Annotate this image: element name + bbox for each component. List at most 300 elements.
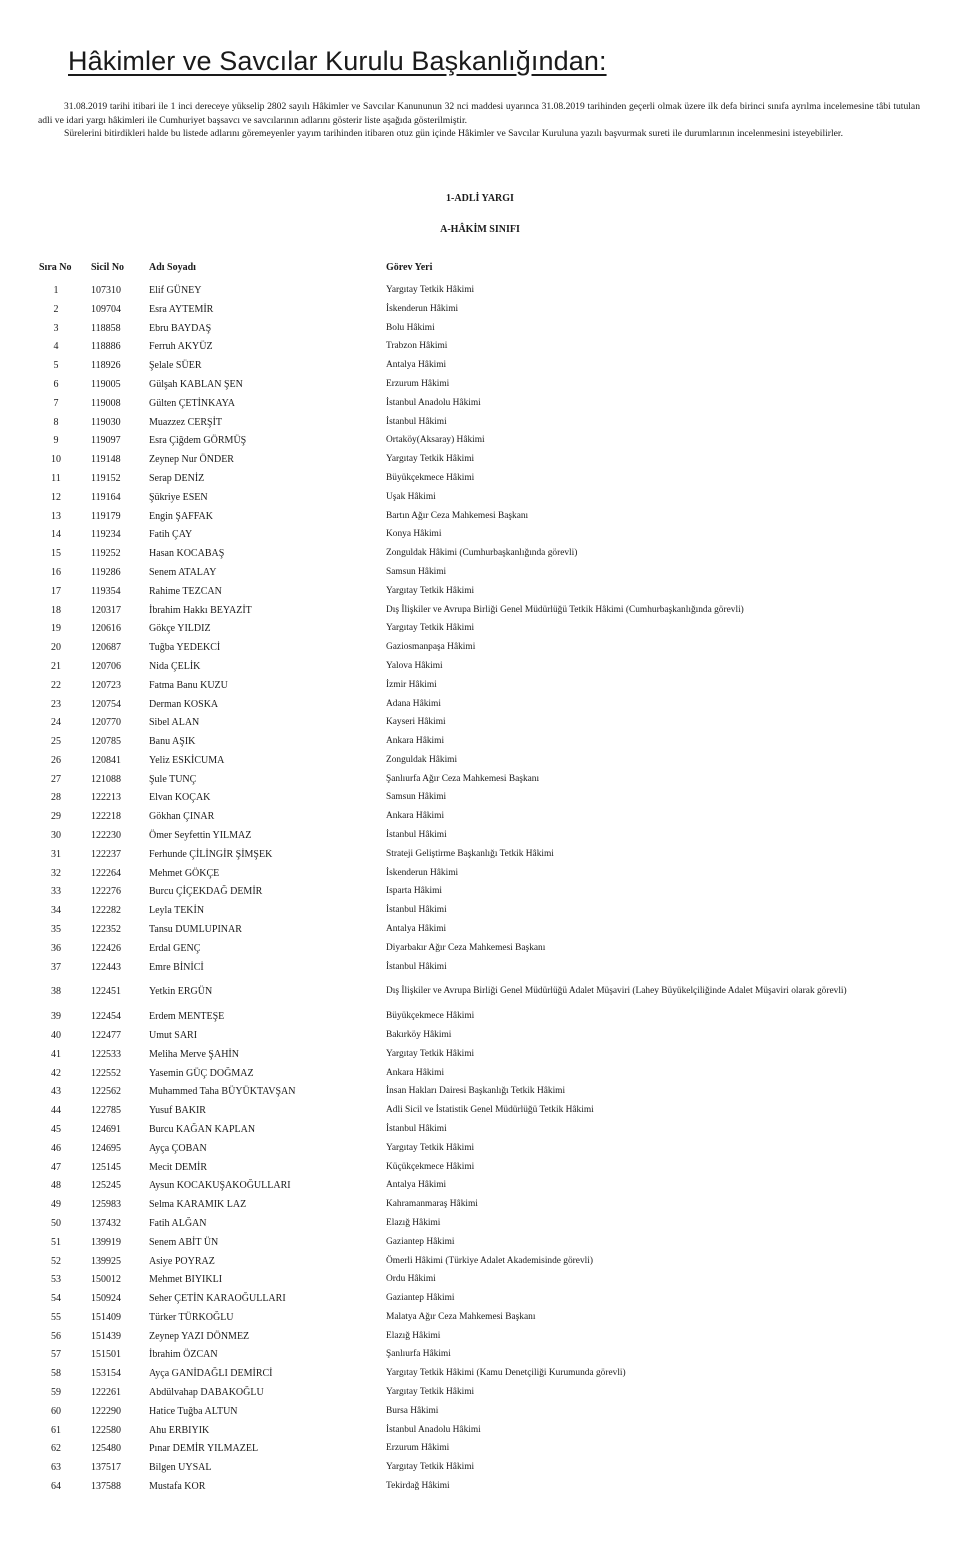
row-sicil-no: 122264 [91,867,121,879]
row-sicil-no: 119164 [91,491,121,503]
row-sicil-no: 118858 [91,322,121,334]
row-full-name: Muhammed Taha BÜYÜKTAVŞAN [149,1086,296,1098]
row-sicil-no: 122533 [91,1048,121,1060]
row-sicil-no: 122451 [91,986,121,998]
column-header-no: Sıra No [39,262,72,273]
table-row [0,360,960,374]
table-row [0,623,960,637]
row-duty-place: İstanbul Hâkimi [386,961,447,972]
row-sicil-no: 120785 [91,736,121,747]
table-row [0,811,960,825]
row-number: 54 [51,1293,61,1305]
row-duty-place: Tekirdağ Hâkimi [386,1481,450,1491]
row-number: 34 [51,905,61,917]
row-full-name: Muazzez CERŞİT [149,416,223,428]
row-full-name: Ebru BAYDAŞ [149,322,212,334]
row-full-name: Fatih ALĞAN [149,1217,207,1229]
row-number: 13 [51,510,61,522]
table-row [0,586,960,600]
table-row [0,529,960,543]
row-sicil-no: 122218 [91,811,121,823]
table-row [0,905,960,919]
row-full-name: Derman KOSKA [149,698,219,710]
row-full-name: Seher ÇETİN KARAOĞULLARI [149,1293,286,1305]
table-row [0,285,960,299]
row-full-name: Emre BİNİCİ [149,961,204,973]
row-sicil-no: 120687 [91,642,121,654]
row-full-name: Esra Çiğdem GÖRMÜŞ [149,435,247,447]
row-duty-place: İnsan Hakları Dairesi Başkanlığı Tetkik Hâkimi [386,1086,566,1097]
row-number: 46 [51,1142,61,1154]
row-sicil-no: 151409 [91,1311,121,1323]
row-duty-place: Şanlıurfa Ağır Ceza Mahkemesi Başkanı [386,773,540,784]
row-full-name: Rahime TEZCAN [149,585,222,597]
row-number: 50 [51,1217,61,1229]
row-number: 53 [51,1274,61,1286]
table-row [0,341,960,355]
row-number: 39 [51,1011,61,1023]
row-sicil-no: 122261 [91,1387,121,1398]
row-duty-place: Konya Hâkimi [386,529,442,540]
table-row [0,680,960,694]
row-full-name: Umut SARI [149,1030,198,1041]
row-full-name: Hasan KOCABAŞ [149,548,225,560]
table-row [0,417,960,431]
row-sicil-no: 124691 [91,1123,121,1135]
row-number: 18 [51,604,61,616]
row-full-name: Tuğba YEDEKCİ [149,642,221,654]
row-full-name: Sibel ALAN [149,717,200,729]
row-duty-place: İstanbul Hâkimi [386,1123,447,1134]
row-duty-place: Adana Hâkimi [386,698,441,709]
row-number: 47 [51,1161,61,1173]
row-full-name: Erdal GENÇ [149,942,201,954]
row-full-name: Ayça ÇOBAN [149,1142,207,1154]
row-sicil-no: 139925 [91,1255,121,1267]
row-sicil-no: 120616 [91,623,121,635]
row-duty-place: Yargıtay Tetkik Hâkimi [386,454,475,465]
row-duty-place: Yargıtay Tetkik Hâkimi [386,623,475,634]
row-duty-place: Yargıtay Tetkik Hâkimi [386,1048,475,1059]
row-full-name: Ömer Seyfettin YILMAZ [149,830,252,841]
row-duty-place: Yargıtay Tetkik Hâkimi [386,585,475,596]
row-sicil-no: 151439 [91,1330,121,1342]
table-row [0,1124,960,1138]
row-number: 20 [51,642,61,654]
row-sicil-no: 122426 [91,942,121,954]
row-full-name: Burcu ÇİÇEKDAĞ DEMİR [149,886,263,898]
row-duty-place: Bolu Hâkimi [386,322,435,333]
row-full-name: Yeliz ESKİCUMA [149,754,225,766]
row-number: 32 [51,867,61,879]
table-row [0,511,960,525]
row-number: 45 [51,1123,61,1135]
table-row [0,548,960,562]
table-row [0,1105,960,1119]
table-row [0,699,960,713]
table-row [0,1443,960,1457]
table-row [0,1068,960,1082]
row-number: 26 [51,754,61,766]
table-row [0,661,960,675]
table-row [0,1481,960,1495]
table-row [0,492,960,506]
row-number: 21 [51,660,61,672]
row-number: 36 [51,942,61,954]
row-duty-place: Gaziantep Hâkimi [386,1293,455,1304]
row-duty-place: Küçükçekmece Hâkimi [386,1161,475,1172]
row-number: 58 [51,1368,61,1380]
row-number: 30 [51,830,61,841]
row-duty-place: Yalova Hâkimi [386,660,443,671]
row-number: 48 [51,1180,61,1192]
table-row [0,830,960,844]
row-full-name: Senem ATALAY [149,566,217,578]
row-duty-place: Erzurum Hâkimi [386,1443,450,1454]
row-number: 3 [53,322,59,334]
row-sicil-no: 122230 [91,830,121,841]
row-number: 49 [51,1199,61,1211]
row-number: 33 [51,886,61,898]
row-full-name: İbrahim ÖZCAN [149,1349,218,1361]
row-sicil-no: 107310 [91,285,121,296]
row-number: 7 [53,397,59,409]
table-row [0,1143,960,1157]
table-row [0,1218,960,1232]
row-full-name: Meliha Merve ŞAHİN [149,1048,239,1060]
row-sicil-no: 119252 [91,548,121,560]
row-duty-place: Trabzon Hâkimi [386,341,448,352]
row-full-name: Yasemin GÜÇ DOĞMAZ [149,1067,254,1079]
row-number: 16 [51,566,61,578]
table-row [0,473,960,487]
row-duty-place: Kayseri Hâkimi [386,717,446,728]
table-row [0,1162,960,1176]
row-duty-place: Uşak Hâkimi [386,491,436,502]
row-duty-place: İzmir Hâkimi [386,679,437,690]
row-full-name: Mehmet GÖKÇE [149,867,220,879]
row-duty-place: Yargıtay Tetkik Hâkimi [386,1142,475,1153]
row-full-name: Gökçe YILDIZ [149,623,211,635]
row-duty-place: İskenderun Hâkimi [386,303,459,314]
table-row [0,1387,960,1401]
row-full-name: Engin ŞAFFAK [149,510,213,522]
row-sicil-no: 120770 [91,717,121,729]
table-row [0,605,960,619]
row-sicil-no: 120723 [91,679,121,691]
row-sicil-no: 122237 [91,848,121,860]
table-row [0,1030,960,1044]
row-sicil-no: 119354 [91,585,121,597]
row-number: 55 [51,1311,61,1323]
row-full-name: Senem ABİT ÜN [149,1236,219,1248]
row-sicil-no: 119030 [91,416,121,428]
row-number: 37 [51,961,61,973]
row-sicil-no: 119148 [91,454,121,466]
row-duty-place: Gaziosmanpaşa Hâkimi [386,642,476,653]
row-duty-place: Yargıtay Tetkik Hâkimi [386,285,475,295]
table-row [0,1349,960,1363]
table-row [0,1086,960,1100]
table-row [0,567,960,581]
row-number: 14 [51,529,61,541]
row-sicil-no: 118886 [91,341,121,353]
row-number: 8 [53,416,59,428]
table-row [0,924,960,938]
row-duty-place: Yargıtay Tetkik Hâkimi [386,1387,475,1397]
row-duty-place: Dış İlişkiler ve Avrupa Birliği Genel Müdürlüğü Adalet Müşaviri (Lahey Büyükelçiliğinde Adalet Müşaviri olarak görevli) [386,986,847,997]
row-duty-place: Büyükçekmece Hâkimi [386,472,475,483]
column-header-name: Adı Soyadı [149,262,196,273]
row-full-name: Hatice Tuğba ALTUN [149,1405,238,1417]
row-full-name: Şükriye ESEN [149,491,208,503]
row-number: 11 [51,472,61,484]
row-sicil-no: 150012 [91,1274,121,1286]
row-full-name: Şule TUNÇ [149,773,197,785]
table-row [0,435,960,449]
row-duty-place: İstanbul Hâkimi [386,830,447,840]
row-number: 44 [51,1105,61,1117]
row-sicil-no: 137432 [91,1217,121,1229]
row-duty-place: Antalya Hâkimi [386,1180,447,1191]
table-row [0,1293,960,1307]
table-row [0,717,960,731]
row-number: 17 [51,585,61,597]
row-full-name: Mecit DEMİR [149,1161,208,1173]
row-duty-place: İstanbul Hâkimi [386,905,447,916]
row-sicil-no: 119234 [91,529,121,541]
row-number: 60 [51,1405,61,1417]
table-row [0,304,960,318]
row-duty-place: Yargıtay Tetkik Hâkimi (Kamu Denetçiliği Kurumunda görevli) [386,1368,626,1379]
row-sicil-no: 125145 [91,1161,121,1173]
row-duty-place: Kahramanmaraş Hâkimi [386,1199,478,1210]
row-duty-place: İskenderun Hâkimi [386,867,459,878]
row-duty-place: Diyarbakır Ağır Ceza Mahkemesi Başkanı [386,942,546,953]
row-number: 38 [51,986,61,998]
row-full-name: Abdülvahap DABAKOĞLU [149,1387,264,1398]
row-duty-place: Ortaköy(Aksaray) Hâkimi [386,435,485,446]
row-sicil-no: 119005 [91,379,121,390]
row-number: 41 [51,1048,61,1060]
row-duty-place: İstanbul Anadolu Hâkimi [386,1424,481,1435]
row-duty-place: Samsun Hâkimi [386,566,447,577]
row-sicil-no: 120841 [91,754,121,766]
table-row [0,1199,960,1213]
row-number: 1 [53,285,59,296]
table-row [0,774,960,788]
row-full-name: Selma KARAMIK LAZ [149,1199,247,1211]
row-number: 28 [51,792,61,804]
row-sicil-no: 122443 [91,961,121,973]
row-full-name: Yetkin ERGÜN [149,986,213,998]
row-sicil-no: 125245 [91,1180,121,1192]
row-full-name: Gülten ÇETİNKAYA [149,397,236,409]
row-full-name: Gülşah KABLAN ŞEN [149,379,243,390]
table-row [0,1011,960,1025]
row-sicil-no: 119152 [91,472,121,484]
table-row [0,962,960,976]
row-duty-place: Elazığ Hâkimi [386,1217,441,1228]
row-number: 57 [51,1349,61,1361]
subsection-heading: A-HÂKİM SINIFI [440,224,520,235]
row-duty-place: Zonguldak Hâkimi (Cumhurbaşkanlığında görevli) [386,548,578,559]
row-full-name: Burcu KAĞAN KAPLAN [149,1123,256,1135]
table-row [0,1237,960,1251]
row-full-name: Fatma Banu KUZU [149,679,228,691]
row-full-name: Tansu DUMLUPINAR [149,924,242,935]
row-number: 51 [51,1236,61,1248]
row-full-name: Pınar DEMİR YILMAZEL [149,1443,259,1455]
table-row [0,1406,960,1420]
row-sicil-no: 118926 [91,360,121,372]
row-number: 10 [51,454,61,466]
row-duty-place: Zonguldak Hâkimi [386,754,458,765]
row-duty-place: Samsun Hâkimi [386,792,447,803]
table-row [0,1274,960,1288]
table-row [0,1425,960,1439]
section-heading: 1-ADLİ YARGI [446,193,514,204]
document-title: Hâkimler ve Savcılar Kurulu Başkanlığından: [68,46,607,76]
row-duty-place: Ordu Hâkimi [386,1274,436,1285]
row-sicil-no: 119179 [91,510,121,522]
row-number: 61 [51,1424,61,1436]
row-full-name: Ayça GANİDAĞLI DEMİRCİ [149,1368,273,1380]
row-duty-place: Adli Sicil ve İstatistik Genel Müdürlüğü Tetkik Hâkimi [386,1105,594,1116]
intro-paragraph-1: 31.08.2019 tarihi itibari ile 1 inci dereceye yükselip 2802 sayılı Hâkimler ve Savcılar Kanununun 32 nci maddesi uyarınca 31.08.2019 tarihinden geçerli olmak üzere ilk defa birinci sınıfa ayrılma incelemesine tâbi tutulan adli ve idari yargı hâkimleri ile Cumhuriyet başsavcı ve savcılarının adlarını gösterir liste aşağıda gösterilmiştir. [38,101,920,126]
row-number: 15 [51,548,61,560]
row-duty-place: Yargıtay Tetkik Hâkimi [386,1462,475,1473]
row-sicil-no: 119097 [91,435,121,447]
row-duty-place: Ankara Hâkimi [386,811,445,822]
table-row [0,1462,960,1476]
row-full-name: Aysun KOCAKUŞAKOĞULLARI [149,1180,291,1192]
row-duty-place: Isparta Hâkimi [386,886,442,897]
row-duty-place: İstanbul Anadolu Hâkimi [386,397,481,408]
table-row [0,886,960,900]
row-sicil-no: 122290 [91,1405,121,1417]
table-row [0,1180,960,1194]
row-duty-place: Büyükçekmece Hâkimi [386,1011,475,1022]
row-full-name: Erdem MENTEŞE [149,1011,225,1023]
row-number: 22 [51,679,61,691]
row-full-name: Ferhunde ÇİLİNGİR ŞİMŞEK [149,848,273,860]
row-sicil-no: 120317 [91,604,121,616]
row-full-name: Ferruh AKYÜZ [149,341,213,353]
table-row [0,379,960,393]
table-row [0,323,960,337]
row-sicil-no: 122282 [91,905,121,917]
row-sicil-no: 137588 [91,1481,121,1492]
row-number: 4 [53,341,59,353]
row-number: 23 [51,698,61,710]
row-sicil-no: 119286 [91,566,121,578]
row-duty-place: Dış İlişkiler ve Avrupa Birliği Genel Müdürlüğü Tetkik Hâkimi (Cumhurbaşkanlığında görevli) [386,604,744,615]
row-full-name: Esra AYTEMİR [149,303,214,315]
table-row [0,454,960,468]
table-row [0,398,960,412]
column-header-place: Görev Yeri [386,262,433,273]
row-sicil-no: 150924 [91,1293,121,1305]
intro-paragraph-2: Sürelerini bitirdikleri halde bu listede adlarını göremeyenler yayım tarihinden itibaren otuz gün içinde Hâkimler ve Savcılar Kuruluna yazılı başvurmak sureti ile durumlarının incelenmesini isteyebilirler. [64,128,843,139]
row-full-name: Elvan KOÇAK [149,792,211,804]
row-number: 9 [53,435,59,447]
row-number: 64 [51,1481,61,1492]
row-sicil-no: 122785 [91,1105,121,1117]
row-full-name: Nida ÇELİK [149,660,201,672]
row-number: 42 [51,1067,61,1079]
row-full-name: Şelale SÜER [149,360,202,372]
row-duty-place: İstanbul Hâkimi [386,416,447,427]
row-number: 56 [51,1330,61,1342]
row-full-name: Leyla TEKİN [149,905,205,917]
row-duty-place: Gaziantep Hâkimi [386,1236,455,1247]
row-number: 40 [51,1030,61,1041]
row-number: 24 [51,717,61,729]
row-number: 27 [51,773,61,785]
row-full-name: Mehmet BIYIKLI [149,1274,223,1286]
row-full-name: Fatih ÇAY [149,529,193,541]
row-number: 35 [51,924,61,935]
row-duty-place: Antalya Hâkimi [386,924,447,934]
table-row [0,1256,960,1270]
table-row [0,1312,960,1326]
table-row [0,1331,960,1345]
row-number: 6 [53,379,59,390]
row-number: 63 [51,1462,61,1474]
row-full-name: Asiye POYRAZ [149,1255,215,1267]
row-full-name: Ahu ERBIYIK [149,1424,210,1436]
row-sicil-no: 139919 [91,1236,121,1248]
row-sicil-no: 153154 [91,1368,121,1380]
row-number: 12 [51,491,61,503]
row-sicil-no: 120706 [91,660,121,672]
column-header-sicil: Sicil No [91,262,125,273]
row-number: 43 [51,1086,61,1098]
row-number: 29 [51,811,61,823]
row-sicil-no: 151501 [91,1349,121,1361]
row-full-name: Zeynep YAZI DÖNMEZ [149,1330,250,1342]
row-sicil-no: 121088 [91,773,121,785]
row-full-name: Elif GÜNEY [149,285,202,296]
row-sicil-no: 120754 [91,698,121,710]
row-full-name: Mustafa KOR [149,1481,206,1492]
row-number: 25 [51,736,61,747]
row-full-name: Gökhan ÇINAR [149,811,215,823]
row-sicil-no: 122213 [91,792,121,804]
row-number: 31 [51,848,61,860]
row-full-name: Banu AŞIK [149,736,196,747]
row-sicil-no: 122552 [91,1067,121,1079]
row-full-name: Zeynep Nur ÖNDER [149,454,234,466]
row-duty-place: Erzurum Hâkimi [386,379,450,389]
row-sicil-no: 122276 [91,886,121,898]
row-sicil-no: 122454 [91,1011,121,1023]
row-duty-place: Elazığ Hâkimi [386,1330,441,1341]
row-sicil-no: 119008 [91,397,121,409]
row-sicil-no: 125480 [91,1443,121,1455]
table-row [0,792,960,806]
row-sicil-no: 122580 [91,1424,121,1436]
table-row [0,642,960,656]
table-row [0,849,960,863]
table-row [0,943,960,957]
row-full-name: Yusuf BAKIR [149,1105,206,1117]
row-full-name: Türker TÜRKOĞLU [149,1311,234,1323]
row-duty-place: Bursa Hâkimi [386,1405,439,1416]
row-duty-place: Antalya Hâkimi [386,360,447,371]
row-number: 59 [51,1387,61,1398]
